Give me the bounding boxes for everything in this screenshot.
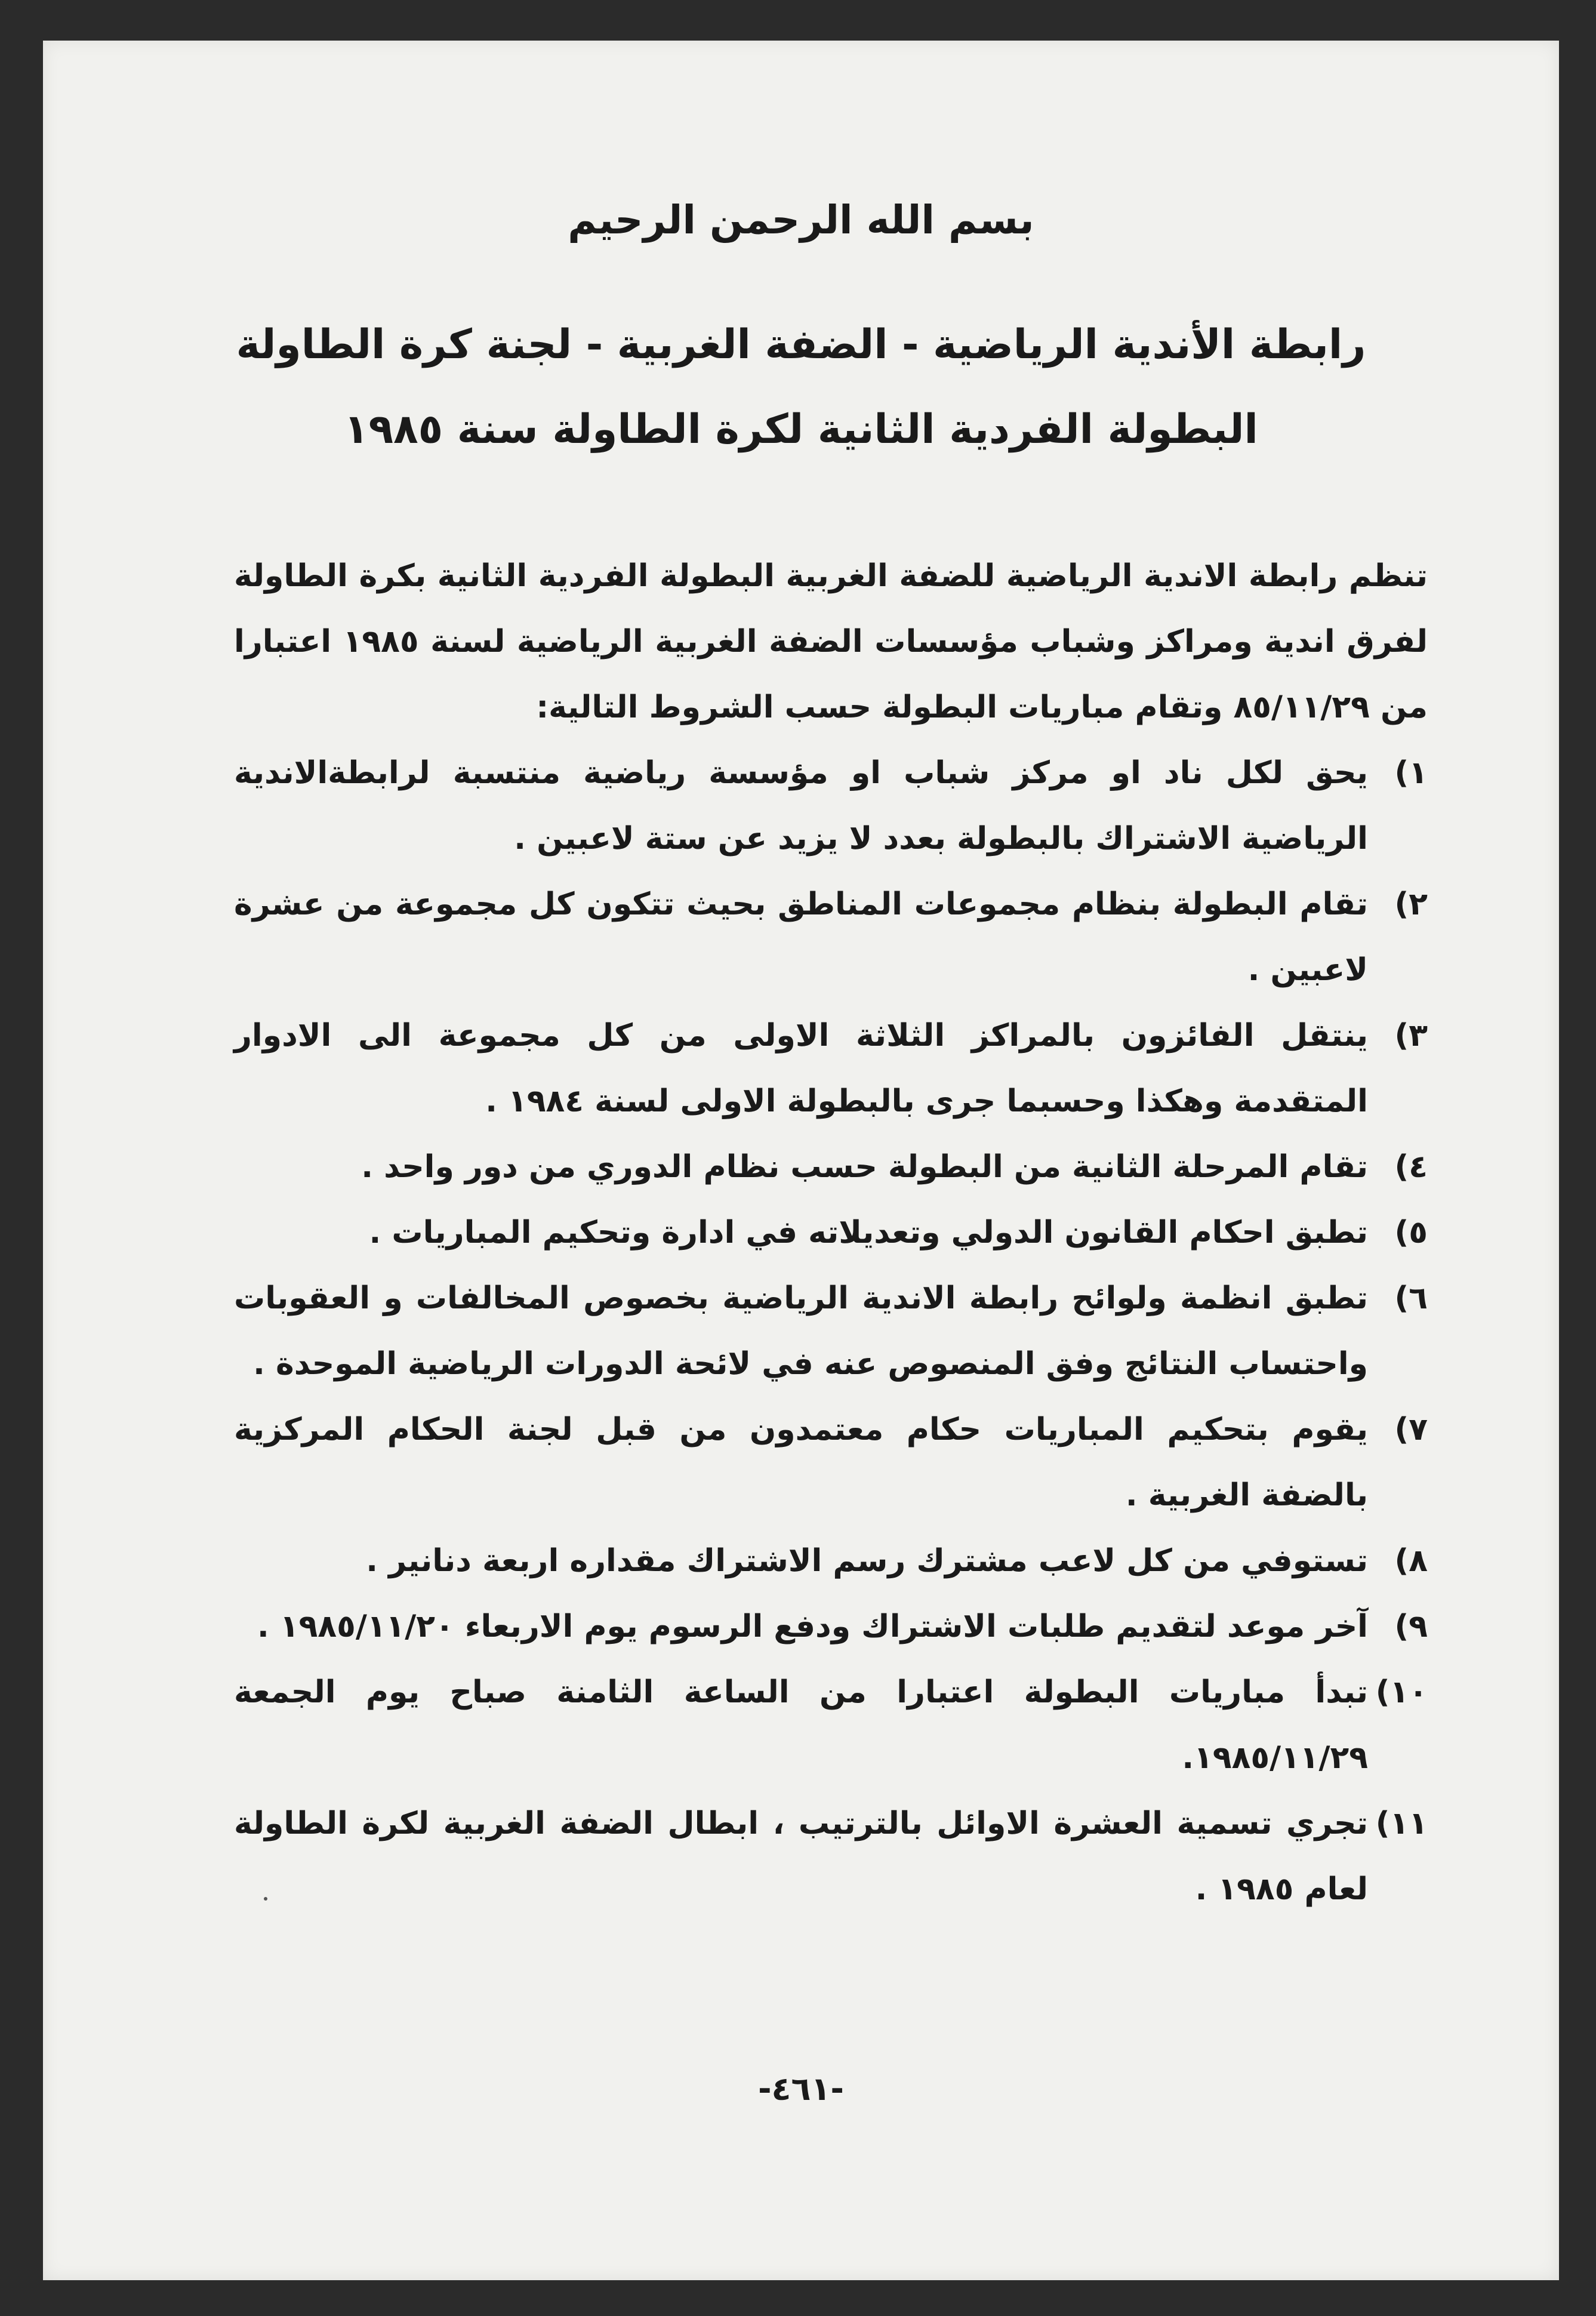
condition-item (234, 1528, 1428, 1594)
condition-number: ٧) (1394, 1412, 1428, 1448)
condition-text: تطبق انظمة ولوائح رابطة الاندية الرياضية بخصوص المخالفات و العقوبات واحتساب النتائج وفق المنصوص عنه في لائحة الدورات الرياضية الموحدة . (234, 1280, 1368, 1382)
condition-item (234, 1791, 1428, 1922)
condition-number: ١) (1394, 755, 1428, 791)
condition-number: ٨) (1394, 1543, 1428, 1579)
page-number: -٤٦١- (758, 2070, 844, 2108)
condition-number: ١١) (1375, 1806, 1428, 1841)
scan-speck (264, 1897, 267, 1901)
condition-item (234, 1659, 1428, 1791)
condition-item (234, 1594, 1428, 1659)
condition-number: ٩) (1394, 1609, 1428, 1644)
condition-text: تقام المرحلة الثانية من البطولة حسب نظام الدوري من دور واحد . (361, 1149, 1368, 1185)
condition-number: ٦) (1394, 1280, 1428, 1316)
condition-text: يحق لكل ناد او مركز شباب او مؤسسة رياضية منتسبة لرابطةالاندية الرياضية الاشتراك بالبطولة بعدد لا يزيد عن ستة لاعبين . (234, 755, 1368, 857)
tournament-title: البطولة الفردية الثانية لكرة الطاولة سنة ١٩٨٥ (344, 406, 1258, 453)
condition-text: تستوفي من كل لاعب مشترك رسم الاشتراك مقداره اربعة دنانير . (366, 1543, 1368, 1579)
condition-number: ٤) (1394, 1149, 1428, 1185)
intro-paragraph: تنظم رابطة الاندية الرياضية للضفة الغربية البطولة الفردية الثانية بكرة الطاولة لفرق اندية ومراكز وشباب مؤسسات الضفة الغربية الرياضية لسنة ١٩٨٥ اعتبارا من ٨٥/١١/٢٩ وتقام مباريات البطولة حسب الشروط التالية: (234, 558, 1428, 725)
condition-number: ٢) (1394, 886, 1428, 922)
condition-text: يقوم بتحكيم المباريات حكام معتمدون من قبل لجنة الحكام المركزية بالضفة الغربية . (234, 1412, 1368, 1513)
condition-number: ٣) (1394, 1018, 1428, 1054)
document-content (43, 41, 1559, 2280)
condition-item (234, 1003, 1428, 1134)
condition-item (234, 740, 1428, 871)
condition-number: ٥) (1394, 1215, 1428, 1251)
condition-text: تجري تسمية العشرة الاوائل بالترتيب ، ابطال الضفة الغربية لكرة الطاولة لعام ١٩٨٥ . (234, 1806, 1368, 1907)
condition-number: ١٠) (1375, 1674, 1428, 1710)
condition-text: ينتقل الفائزون بالمراكز الثلاثة الاولى من كل مجموعة الى الادوار المتقدمة وهكذا وحسبما جرى بالبطولة الاولى لسنة ١٩٨٤ . (234, 1018, 1368, 1119)
organization-title: رابطة الأندية الرياضية - الضفة الغربية - لجنة كرة الطاولة (236, 321, 1366, 368)
condition-text: تبدأ مباريات البطولة اعتبارا من الساعة الثامنة صباح يوم الجمعة ١٩٨٥/١١/٢٩. (234, 1674, 1368, 1776)
condition-item (234, 1397, 1428, 1528)
condition-item (234, 1134, 1428, 1200)
condition-text: تقام البطولة بنظام مجموعات المناطق بحيث تتكون كل مجموعة من عشرة لاعبين . (234, 886, 1368, 988)
condition-item (234, 1200, 1428, 1265)
basmala-heading: بسم الله الرحمن الرحيم (568, 197, 1034, 243)
condition-text: آخر موعد لتقديم طلبات الاشتراك ودفع الرسوم يوم الاربعاء ١٩٨٥/١١/٢٠ . (257, 1609, 1368, 1644)
condition-item (234, 871, 1428, 1003)
conditions-list (234, 740, 1428, 1922)
document-page (43, 41, 1559, 2280)
condition-item (234, 1265, 1428, 1397)
condition-text: تطبق احكام القانون الدولي وتعديلاته في ادارة وتحكيم المباريات . (369, 1215, 1368, 1251)
